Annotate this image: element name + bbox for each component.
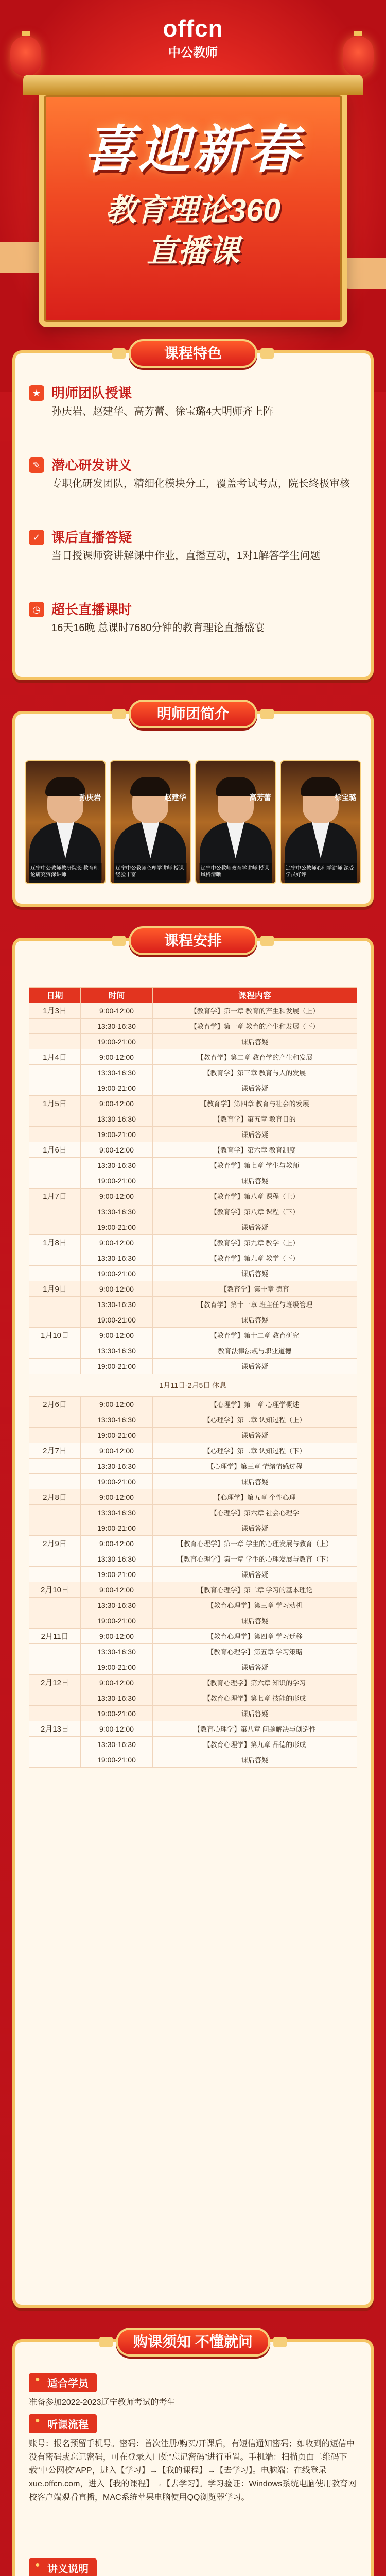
date-cell: 2月6日 <box>29 1397 81 1412</box>
table-row <box>29 1629 357 1644</box>
lantern-icon <box>10 36 41 76</box>
table-row <box>29 1520 357 1536</box>
content-cell: 课后答疑 <box>153 1567 357 1582</box>
content-cell: 课后答疑 <box>153 1266 357 1281</box>
award-icon: ★ <box>29 385 44 401</box>
time-cell: 19:00-21:00 <box>81 1706 153 1721</box>
content-cell: 【教育心理学】第三章 学习动机 <box>153 1598 357 1613</box>
rest-row <box>29 1374 357 1397</box>
teachers-panel <box>12 706 374 907</box>
date-cell <box>29 1111 81 1127</box>
date-cell <box>29 1343 81 1359</box>
time-cell: 19:00-21:00 <box>81 1266 153 1281</box>
schedule-table <box>29 987 357 1768</box>
table-row <box>29 1158 357 1173</box>
hero-title: 喜迎新春 <box>84 119 302 180</box>
date-cell: 1月10日 <box>29 1328 81 1343</box>
note-item <box>29 2414 357 2504</box>
time-cell: 13:30-16:30 <box>81 1250 153 1266</box>
date-cell <box>29 1173 81 1189</box>
teacher-name: 赵建华 <box>164 793 186 802</box>
content-cell: 课后答疑 <box>153 1752 357 1768</box>
content-cell: 课后答疑 <box>153 1173 357 1189</box>
content-cell: 【教育心理学】第四章 学习迁移 <box>153 1629 357 1644</box>
content-cell: 【教育心理学】第一章 学生的心理发展与教育（下） <box>153 1551 357 1567</box>
date-cell: 1月3日 <box>29 1003 81 1019</box>
date-cell <box>29 1080 81 1096</box>
table-row <box>29 1266 357 1281</box>
content-cell: 【教育学】第十章 德育 <box>153 1281 357 1297</box>
date-cell <box>29 1219 81 1235</box>
time-cell: 9:00-12:00 <box>81 1443 153 1459</box>
teacher-card <box>195 760 276 884</box>
feature-item <box>29 456 357 492</box>
time-cell: 9:00-12:00 <box>81 1049 153 1065</box>
teacher-name: 高芳蕾 <box>249 793 271 802</box>
table-row <box>29 1142 357 1158</box>
column-header: 课程内容 <box>153 988 357 1003</box>
content-cell: 【教育心理学】第九章 品德的形成 <box>153 1737 357 1752</box>
note-title: ● 听课流程 <box>29 2414 97 2433</box>
lantern-icon <box>343 36 374 76</box>
date-cell <box>29 1312 81 1328</box>
content-cell: 【教育心理学】第二章 学习的基本理论 <box>153 1582 357 1598</box>
time-cell: 9:00-12:00 <box>81 1189 153 1204</box>
time-cell: 19:00-21:00 <box>81 1127 153 1142</box>
table-row <box>29 1250 357 1266</box>
table-row <box>29 1737 357 1752</box>
time-cell: 13:30-16:30 <box>81 1737 153 1752</box>
time-cell: 9:00-12:00 <box>81 1397 153 1412</box>
content-cell: 【心理学】第五章 个性心理 <box>153 1489 357 1505</box>
time-cell: 19:00-21:00 <box>81 1428 153 1443</box>
teacher-bio: 辽宁中公教师教育学讲师 授课风格清晰 <box>199 863 272 880</box>
feature-item <box>29 601 357 636</box>
table-row <box>29 1111 357 1127</box>
teacher-card <box>280 760 361 884</box>
time-cell: 13:30-16:30 <box>81 1158 153 1173</box>
time-cell: 13:30-16:30 <box>81 1598 153 1613</box>
date-cell <box>29 1250 81 1266</box>
feature-title: 超长直播课时 <box>51 602 132 617</box>
hero-banner <box>0 0 386 392</box>
date-cell: 1月8日 <box>29 1235 81 1250</box>
content-cell: 【教育学】第五章 教育目的 <box>153 1111 357 1127</box>
table-row <box>29 1397 357 1412</box>
time-cell: 9:00-12:00 <box>81 1536 153 1551</box>
time-cell: 13:30-16:30 <box>81 1204 153 1219</box>
table-row <box>29 1343 357 1359</box>
feature-title: 潜心研发讲义 <box>51 457 132 473</box>
time-cell: 9:00-12:00 <box>81 1721 153 1737</box>
schedule-body-2 <box>29 1397 357 1768</box>
time-cell: 9:00-12:00 <box>81 1489 153 1505</box>
content-cell: 【教育学】第八章 课程（下） <box>153 1204 357 1219</box>
teacher-list <box>25 760 361 884</box>
schedule-panel <box>12 933 374 2308</box>
table-row <box>29 1706 357 1721</box>
date-cell <box>29 1520 81 1536</box>
table-row <box>29 1049 357 1065</box>
table-row <box>29 1598 357 1613</box>
time-cell: 13:30-16:30 <box>81 1019 153 1034</box>
feature-item <box>29 529 357 564</box>
column-header: 日期 <box>29 988 81 1003</box>
content-cell: 课后答疑 <box>153 1127 357 1142</box>
time-cell: 19:00-21:00 <box>81 1173 153 1189</box>
teacher-bio: 辽宁中公教师心理学讲师 深受学员好评 <box>284 863 357 880</box>
table-row <box>29 1474 357 1489</box>
content-cell: 课后答疑 <box>153 1659 357 1675</box>
time-cell: 13:30-16:30 <box>81 1111 153 1127</box>
time-cell: 13:30-16:30 <box>81 1690 153 1706</box>
date-cell <box>29 1459 81 1474</box>
note-item <box>29 2373 357 2410</box>
content-cell: 【心理学】第二章 认知过程（上） <box>153 1412 357 1428</box>
notes-heading: 购课须知 不懂就问 <box>116 2328 270 2357</box>
date-cell <box>29 1019 81 1034</box>
brand-logo: offcn <box>163 15 223 42</box>
column-header: 时间 <box>81 988 153 1003</box>
time-cell: 19:00-21:00 <box>81 1219 153 1235</box>
teacher-name: 徐宝璐 <box>334 793 356 802</box>
date-cell <box>29 1752 81 1768</box>
date-cell <box>29 1690 81 1706</box>
content-cell: 课后答疑 <box>153 1474 357 1489</box>
table-row <box>29 1034 357 1049</box>
brand-name: 中公教师 <box>168 46 218 60</box>
table-header-row <box>29 988 357 1003</box>
date-cell: 2月9日 <box>29 1536 81 1551</box>
content-cell: 【教育学】第九章 教学（上） <box>153 1235 357 1250</box>
schedule-rest <box>29 1374 357 1397</box>
table-row <box>29 1443 357 1459</box>
content-cell: 【教育学】第二章 教育学的产生和发展 <box>153 1049 357 1065</box>
time-cell: 13:30-16:30 <box>81 1551 153 1567</box>
time-cell: 13:30-16:30 <box>81 1065 153 1080</box>
table-row <box>29 1359 357 1374</box>
table-row <box>29 1536 357 1551</box>
date-cell <box>29 1127 81 1142</box>
content-cell: 【教育学】第十二章 教育研究 <box>153 1328 357 1343</box>
table-row <box>29 1235 357 1250</box>
time-cell: 19:00-21:00 <box>81 1659 153 1675</box>
time-cell: 13:30-16:30 <box>81 1343 153 1359</box>
table-row <box>29 1412 357 1428</box>
time-cell: 9:00-12:00 <box>81 1281 153 1297</box>
table-row <box>29 1328 357 1343</box>
content-cell: 【教育心理学】第六章 知识的学习 <box>153 1675 357 1690</box>
date-cell <box>29 1598 81 1613</box>
table-row <box>29 1752 357 1768</box>
rest-notice: 1月11日-2月5日 休息 <box>29 1374 357 1397</box>
content-cell: 课后答疑 <box>153 1428 357 1443</box>
content-cell: 课后答疑 <box>153 1219 357 1235</box>
teacher-name: 孙庆岩 <box>79 793 101 802</box>
clock-icon: ◷ <box>29 602 44 617</box>
table-row <box>29 1505 357 1520</box>
time-cell: 19:00-21:00 <box>81 1567 153 1582</box>
time-cell: 13:30-16:30 <box>81 1459 153 1474</box>
check-icon: ✓ <box>29 530 44 545</box>
feature-title: 明师团队授课 <box>51 385 132 401</box>
date-cell: 1月5日 <box>29 1096 81 1111</box>
content-cell: 【教育学】第八章 课程（上） <box>153 1189 357 1204</box>
time-cell: 19:00-21:00 <box>81 1613 153 1629</box>
date-cell <box>29 1644 81 1659</box>
feature-desc: 16天16晚 总课时7680分钟的教育理论直播盛宴 <box>51 622 265 634</box>
feature-desc: 孙庆岩、赵建华、高芳蕾、徐宝璐4大明师齐上阵 <box>51 406 274 417</box>
date-cell <box>29 1359 81 1374</box>
table-row <box>29 1582 357 1598</box>
table-row <box>29 1189 357 1204</box>
time-cell: 19:00-21:00 <box>81 1034 153 1049</box>
date-cell <box>29 1428 81 1443</box>
table-row <box>29 1551 357 1567</box>
table-row <box>29 1428 357 1443</box>
date-cell: 1月4日 <box>29 1049 81 1065</box>
content-cell: 课后答疑 <box>153 1080 357 1096</box>
date-cell <box>29 1204 81 1219</box>
date-cell: 2月13日 <box>29 1721 81 1737</box>
table-row <box>29 1080 357 1096</box>
time-cell: 19:00-21:00 <box>81 1752 153 1768</box>
table-row <box>29 1613 357 1629</box>
feature-title: 课后直播答疑 <box>51 530 132 545</box>
logo <box>163 14 223 60</box>
notes-panel <box>12 2334 374 2576</box>
features-heading: 课程特色 <box>129 339 257 368</box>
content-cell: 课后答疑 <box>153 1034 357 1049</box>
time-cell: 13:30-16:30 <box>81 1297 153 1312</box>
note-title: ● 讲义说明 <box>29 2558 97 2576</box>
teacher-card <box>25 760 106 884</box>
date-cell <box>29 1737 81 1752</box>
content-cell: 课后答疑 <box>153 1359 357 1374</box>
date-cell: 1月7日 <box>29 1189 81 1204</box>
content-cell: 【教育学】第一章 教育的产生和发展（下） <box>153 1019 357 1034</box>
table-row <box>29 1173 357 1189</box>
time-cell: 19:00-21:00 <box>81 1474 153 1489</box>
table-row <box>29 1096 357 1111</box>
content-cell: 【教育学】第九章 教学（下） <box>153 1250 357 1266</box>
book-icon: ✎ <box>29 457 44 473</box>
content-cell: 【教育心理学】第五章 学习策略 <box>153 1644 357 1659</box>
schedule-heading: 课程安排 <box>129 926 257 955</box>
time-cell: 19:00-21:00 <box>81 1359 153 1374</box>
date-cell <box>29 1567 81 1582</box>
date-cell: 2月11日 <box>29 1629 81 1644</box>
date-cell <box>29 1266 81 1281</box>
table-row <box>29 1219 357 1235</box>
time-cell: 9:00-12:00 <box>81 1142 153 1158</box>
table-row <box>29 1644 357 1659</box>
date-cell <box>29 1297 81 1312</box>
schedule-table-wrap <box>29 987 357 1768</box>
content-cell: 【教育学】第三章 教育与人的发展 <box>153 1065 357 1080</box>
table-row <box>29 1489 357 1505</box>
content-cell: 【教育学】第一章 教育的产生和发展（上） <box>153 1003 357 1019</box>
time-cell: 19:00-21:00 <box>81 1080 153 1096</box>
content-cell: 课后答疑 <box>153 1312 357 1328</box>
date-cell <box>29 1659 81 1675</box>
content-cell: 【心理学】第六章 社会心理学 <box>153 1505 357 1520</box>
date-cell: 2月10日 <box>29 1582 81 1598</box>
date-cell: 1月6日 <box>29 1142 81 1158</box>
content-cell: 【教育学】第六章 教育制度 <box>153 1142 357 1158</box>
features-panel <box>12 345 374 680</box>
table-row <box>29 1127 357 1142</box>
time-cell: 9:00-12:00 <box>81 1629 153 1644</box>
time-cell: 13:30-16:30 <box>81 1505 153 1520</box>
hero-subtitle: 教育理论360 <box>105 193 281 227</box>
content-cell: 【教育学】第七章 学生与教师 <box>153 1158 357 1173</box>
date-cell <box>29 1034 81 1049</box>
table-row <box>29 1065 357 1080</box>
table-row <box>29 1281 357 1297</box>
time-cell: 9:00-12:00 <box>81 1328 153 1343</box>
note-title: ● 适合学员 <box>29 2373 97 2392</box>
time-cell: 9:00-12:00 <box>81 1675 153 1690</box>
date-cell: 1月9日 <box>29 1281 81 1297</box>
table-row <box>29 1690 357 1706</box>
content-cell: 课后答疑 <box>153 1613 357 1629</box>
content-cell: 【心理学】第一章 心理学概述 <box>153 1397 357 1412</box>
time-cell: 9:00-12:00 <box>81 1582 153 1598</box>
table-row <box>29 1297 357 1312</box>
date-cell: 2月12日 <box>29 1675 81 1690</box>
table-row <box>29 1659 357 1675</box>
content-cell: 【教育心理学】第八章 问题解决与创造性 <box>153 1721 357 1737</box>
table-row <box>29 1721 357 1737</box>
date-cell: 2月8日 <box>29 1489 81 1505</box>
table-row <box>29 1019 357 1034</box>
time-cell: 13:30-16:30 <box>81 1644 153 1659</box>
table-row <box>29 1567 357 1582</box>
content-cell: 【教育学】第十一章 班主任与班级管理 <box>153 1297 357 1312</box>
hero-subtitle-2: 直播课 <box>147 234 239 268</box>
teacher-bio: 辽宁中公教师心理学讲师 授课经验丰富 <box>114 863 187 880</box>
date-cell: 2月7日 <box>29 1443 81 1459</box>
content-cell: 【教育学】第四章 教育与社会的发展 <box>153 1096 357 1111</box>
date-cell <box>29 1474 81 1489</box>
content-cell: 课后答疑 <box>153 1520 357 1536</box>
date-cell <box>29 1158 81 1173</box>
table-row <box>29 1003 357 1019</box>
content-cell: 教育法律法规与职业道德 <box>153 1343 357 1359</box>
content-cell: 【心理学】第三章 情绪情感过程 <box>153 1459 357 1474</box>
table-row <box>29 1459 357 1474</box>
date-cell <box>29 1706 81 1721</box>
content-cell: 【心理学】第二章 认知过程（下） <box>153 1443 357 1459</box>
table-row <box>29 1675 357 1690</box>
teacher-card <box>110 760 191 884</box>
table-row <box>29 1204 357 1219</box>
time-cell: 13:30-16:30 <box>81 1412 153 1428</box>
content-cell: 课后答疑 <box>153 1706 357 1721</box>
time-cell: 9:00-12:00 <box>81 1235 153 1250</box>
teacher-bio: 辽宁中公教师教研院长 教育理论研究资深讲师 <box>29 863 102 880</box>
teachers-heading: 明师团简介 <box>129 700 257 728</box>
date-cell <box>29 1613 81 1629</box>
date-cell <box>29 1065 81 1080</box>
date-cell <box>29 1412 81 1428</box>
schedule-body-1 <box>29 1003 357 1374</box>
note-text: 账号：报名预留手机号。密码：首次注册/购买/开课后，有短信通知密码；如收到的短信中没有密码或忘记密码，可在登录入口处“忘记密码”进行重置。手机端：扫描页面二维码下载“中公网校”APP，进入【学习】→【我的课程】→【去学习】。电脑端：在线登录xue.offcn.com，进入【我的课程】→【去学习】。学习验证：Windows系统电脑使用教育网校客户端观看直播，MAC系统苹果电脑使用QQ浏览器学习。 <box>29 2439 357 2502</box>
time-cell: 9:00-12:00 <box>81 1003 153 1019</box>
feature-item <box>29 384 357 419</box>
note-text: 准备参加2022-2023辽宁教师考试的考生 <box>29 2398 176 2407</box>
feature-desc: 专职化研发团队，精细化模块分工，覆盖考试考点，院长终极审核 <box>51 478 350 489</box>
time-cell: 19:00-21:00 <box>81 1312 153 1328</box>
time-cell: 9:00-12:00 <box>81 1096 153 1111</box>
feature-desc: 当日授课师资讲解课中作业，直播互动，1对1解答学生问题 <box>51 550 321 562</box>
date-cell <box>29 1505 81 1520</box>
content-cell: 【教育心理学】第一章 学生的心理发展与教育（上） <box>153 1536 357 1551</box>
date-cell <box>29 1551 81 1567</box>
time-cell: 19:00-21:00 <box>81 1520 153 1536</box>
table-row <box>29 1312 357 1328</box>
content-cell: 【教育心理学】第七章 技能的形成 <box>153 1690 357 1706</box>
note-item <box>29 2558 357 2576</box>
